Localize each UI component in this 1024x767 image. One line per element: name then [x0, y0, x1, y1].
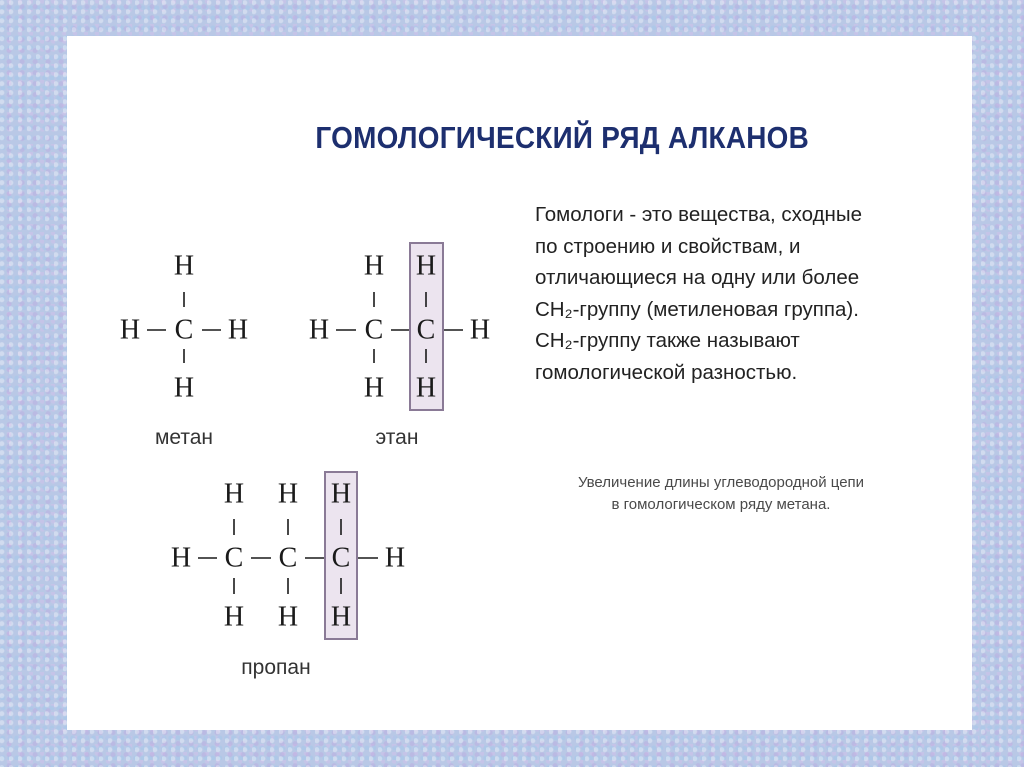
carbon-atom: C [331, 542, 351, 574]
carbon-atom: C [364, 314, 384, 346]
ethane-formula [309, 243, 490, 449]
hydrogen-atom: H [363, 372, 385, 404]
definition-line: Гомологи - это вещества, сходные [535, 203, 863, 226]
propane-formula [171, 472, 405, 679]
propane-label: пропан [241, 656, 311, 679]
methane-label: метан [154, 426, 214, 449]
hydrogen-atom: H [170, 542, 192, 574]
hydrogen-atom: H [277, 478, 299, 510]
hydrogen-atom: H [223, 478, 245, 510]
hydrogen-atom: H [469, 314, 491, 346]
hydrogen-atom: H [227, 314, 249, 346]
definition-line: отличающиеся на одну или более [535, 266, 860, 289]
hydrogen-atom: H [330, 601, 352, 633]
carbon-atom: C [224, 542, 244, 574]
definition-line: CH₂-группу (метиленовая группа). [535, 297, 859, 321]
carbon-atom: C [278, 542, 298, 574]
hydrogen-atom: H [223, 601, 245, 633]
slide [67, 36, 972, 730]
structural-formulas [67, 36, 972, 730]
hydrogen-atom: H [277, 601, 299, 633]
hydrogen-atom: H [415, 250, 437, 282]
hydrogen-atom: H [308, 314, 330, 346]
caption-line: Увеличение длины углеводородной цепи [577, 474, 865, 491]
caption-line: в гомологическом ряду метана. [611, 496, 831, 513]
definition-line: CH₂-группу также называют [535, 329, 800, 352]
hydrogen-atom: H [119, 314, 141, 346]
carbon-atom: C [416, 314, 436, 346]
hydrogen-atom: H [330, 478, 352, 510]
methane-formula [120, 251, 248, 450]
definition-line: гомологической разностью. [535, 360, 798, 384]
definition-line: по строению и свойствам, и [535, 234, 801, 258]
hydrogen-atom: H [173, 372, 195, 404]
hydrogen-atom: H [415, 372, 437, 404]
hydrogen-atom: H [173, 250, 195, 282]
hydrogen-atom: H [384, 542, 406, 574]
hydrogen-atom: H [363, 250, 385, 282]
page-title: ГОМОЛОГИЧЕСКИЙ РЯД АЛКАНОВ [315, 120, 810, 155]
ethane-label: этан [375, 426, 419, 449]
carbon-atom: C [174, 314, 194, 346]
